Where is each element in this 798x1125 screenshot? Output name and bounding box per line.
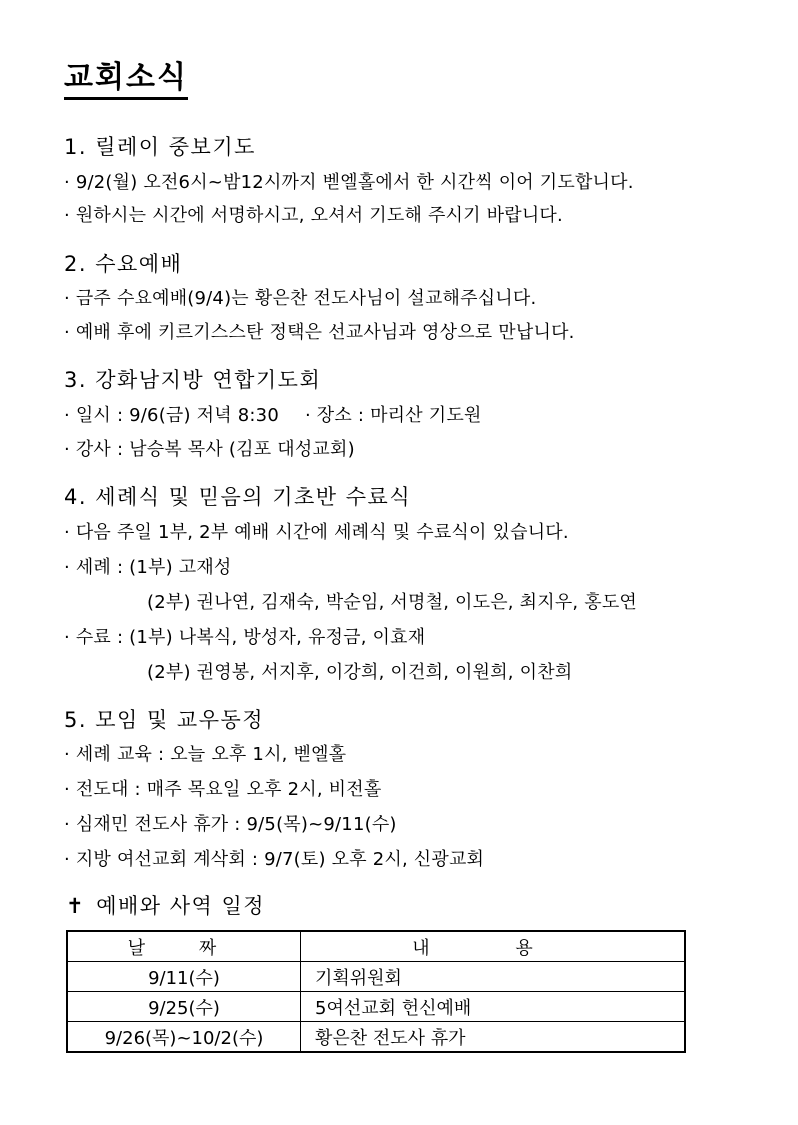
row-date: 9/26(목)~10/2(수) — [67, 1022, 301, 1053]
section-line: · 다음 주일 1부, 2부 예배 시간에 세례식 및 수료식이 있습니다. — [64, 522, 569, 543]
schedule-heading — [66, 892, 265, 920]
cross-icon: ✝ — [66, 894, 86, 918]
header-date: 날 짜 — [67, 931, 301, 962]
section-line: · 원하시는 시간에 서명하시고, 오셔서 기도해 주시기 바랍니다. — [64, 205, 563, 226]
table-row — [67, 1022, 685, 1053]
section-line: · 세례 교육 : 오늘 오후 1시, 벧엘홀 — [64, 744, 347, 765]
section-line: · 금주 수요예배(9/4)는 황은찬 전도사님이 설교해주십니다. — [64, 288, 537, 309]
row-date: 9/25(수) — [67, 992, 301, 1022]
page-title: 교회소식 — [64, 60, 188, 100]
section-heading-baptism: 4. 세례식 및 믿음의 기초반 수료식 — [64, 485, 412, 509]
row-content: 5여선교회 헌신예배 — [301, 992, 686, 1022]
schedule-heading-text: 예배와 사역 일정 — [96, 894, 266, 918]
row-date: 9/11(수) — [67, 962, 301, 992]
schedule-table — [66, 930, 686, 1053]
section-line: (2부) 권영봉, 서지후, 이강희, 이건희, 이원희, 이찬희 — [147, 662, 573, 683]
section-heading-joint-prayer: 3. 강화남지방 연합기도회 — [64, 368, 322, 392]
section-line: · 전도대 : 매주 목요일 오후 2시, 비전홀 — [64, 779, 382, 800]
row-content: 기획위원회 — [301, 962, 686, 992]
section-heading-relay-prayer: 1. 릴레이 중보기도 — [64, 135, 256, 159]
section-line: · 강사 : 남승복 목사 (김포 대성교회) — [64, 439, 355, 460]
section-line: · 세례 : (1부) 고재성 — [64, 557, 232, 578]
table-row — [67, 962, 685, 992]
table-row — [67, 992, 685, 1022]
header-content: 내 용 — [301, 931, 686, 962]
table-header-row — [67, 931, 685, 962]
section-line: · 9/2(월) 오전6시~밤12시까지 벧엘홀에서 한 시간씩 이어 기도합니다. — [64, 172, 634, 193]
section-line: · 지방 여선교회 계삭회 : 9/7(토) 오후 2시, 신광교회 — [64, 849, 485, 870]
section-line: · 심재민 전도사 휴가 : 9/5(목)~9/11(수) — [64, 814, 397, 835]
section-heading-meetings: 5. 모임 및 교우동정 — [64, 708, 265, 732]
event-time: · 일시 : 9/6(금) 저녁 8:30 — [64, 405, 279, 426]
section-line — [64, 403, 482, 429]
section-heading-wednesday-service: 2. 수요예배 — [64, 252, 183, 276]
section-line: · 예배 후에 키르기스스탄 정택은 선교사님과 영상으로 만납니다. — [64, 322, 575, 343]
section-line: · 수료 : (1부) 나복식, 방성자, 유정금, 이효재 — [64, 627, 426, 648]
event-place: · 장소 : 마리산 기도원 — [304, 405, 482, 426]
section-line: (2부) 권나연, 김재숙, 박순임, 서명철, 이도은, 최지우, 홍도연 — [147, 592, 638, 613]
row-content: 황은찬 전도사 휴가 — [301, 1022, 686, 1053]
